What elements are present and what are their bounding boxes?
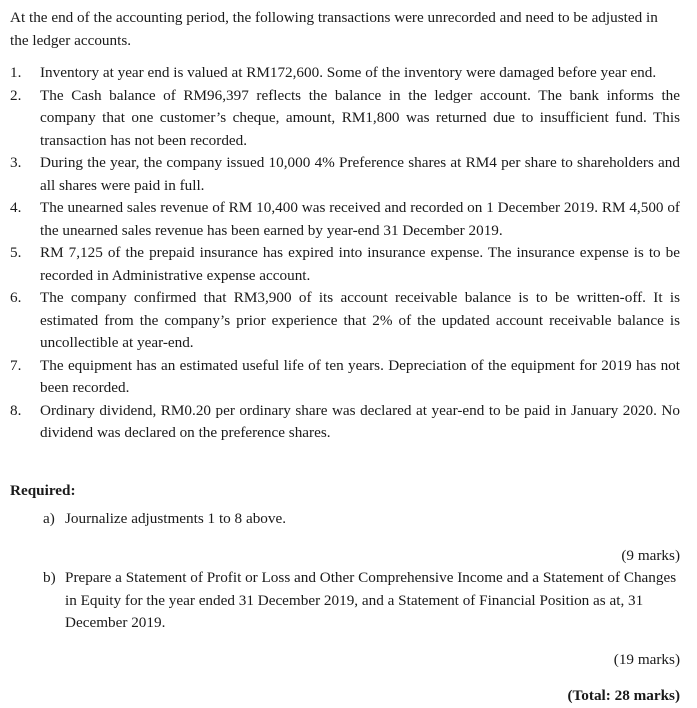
item-text: During the year, the company issued 10,000 4% Preference shares at RM4 per share to shareholders and all shares were paid in full. — [40, 154, 680, 194]
list-item — [10, 152, 680, 197]
list-item — [10, 62, 680, 85]
item-number: 8. — [10, 401, 22, 419]
requirement-a-label: a) — [43, 510, 55, 527]
question-page — [10, 7, 680, 708]
item-number: 7. — [10, 356, 22, 374]
intro-text: At the end of the accounting period, the following transactions were unrecorded and need to be adjusted in the ledger accounts. — [10, 9, 658, 49]
item-text: Ordinary dividend, RM0.20 per ordinary share was declared at year-end to be paid in January 2020. No dividend was declared on the preference shares. — [40, 401, 680, 441]
list-item — [10, 85, 680, 153]
item-number: 2. — [10, 86, 22, 104]
requirement-b-marks: (19 marks) — [613, 650, 680, 668]
requirement-b — [10, 567, 680, 635]
item-text: The unearned sales revenue of RM 10,400 was received and recorded on 1 December 2019. RM 4,500 of the unearned sales revenue has been earned by year-end 31 December 2019. — [40, 199, 680, 239]
requirement-a — [10, 508, 680, 531]
list-item — [10, 355, 680, 400]
item-number: 4. — [10, 199, 22, 216]
requirement-a-text: Journalize adjustments 1 to 8 above. — [65, 510, 287, 527]
list-item — [10, 197, 680, 242]
item-text: Inventory at year end is valued at RM172,600. Some of the inventory were damaged before year end. — [40, 64, 657, 81]
total-marks: (Total: 28 marks) — [567, 687, 680, 704]
list-item — [10, 287, 680, 355]
adjustment-list — [10, 62, 680, 445]
required-heading: Required: — [10, 481, 76, 499]
item-text: The company confirmed that RM3,900 of its account receivable balance is to be written-off. It is estimated from the company’s prior experience that 2% of the updated account receivable balance is uncollectible at year-end. — [40, 289, 680, 351]
item-number: 1. — [10, 64, 22, 81]
list-item — [10, 400, 680, 445]
requirement-a-marks: (9 marks) — [621, 546, 680, 564]
item-text: The equipment has an estimated useful life of ten years. Depreciation of the equipment for 2019 has not been recorded. — [40, 356, 680, 396]
list-item — [10, 242, 680, 287]
item-number: 5. — [10, 244, 22, 261]
item-number: 6. — [10, 289, 22, 306]
requirement-b-text: Prepare a Statement of Profit or Loss and Other Comprehensive Income and a Statement of Changes in Equity for the year ended 31 December 2019, and a Statement of Financial Position as at, 31 December 2019. — [65, 569, 677, 631]
item-text: The Cash balance of RM96,397 reflects the balance in the ledger account. The bank informs the company that one customer’s cheque, amount, RM1,800 was returned due to insufficient fund. This transaction has not been recorded. — [40, 86, 680, 149]
requirement-b-label: b) — [43, 569, 56, 586]
item-number: 3. — [10, 154, 22, 171]
item-text: RM 7,125 of the prepaid insurance has expired into insurance expense. The insurance expense is to be recorded in Administrative expense account. — [40, 244, 680, 284]
